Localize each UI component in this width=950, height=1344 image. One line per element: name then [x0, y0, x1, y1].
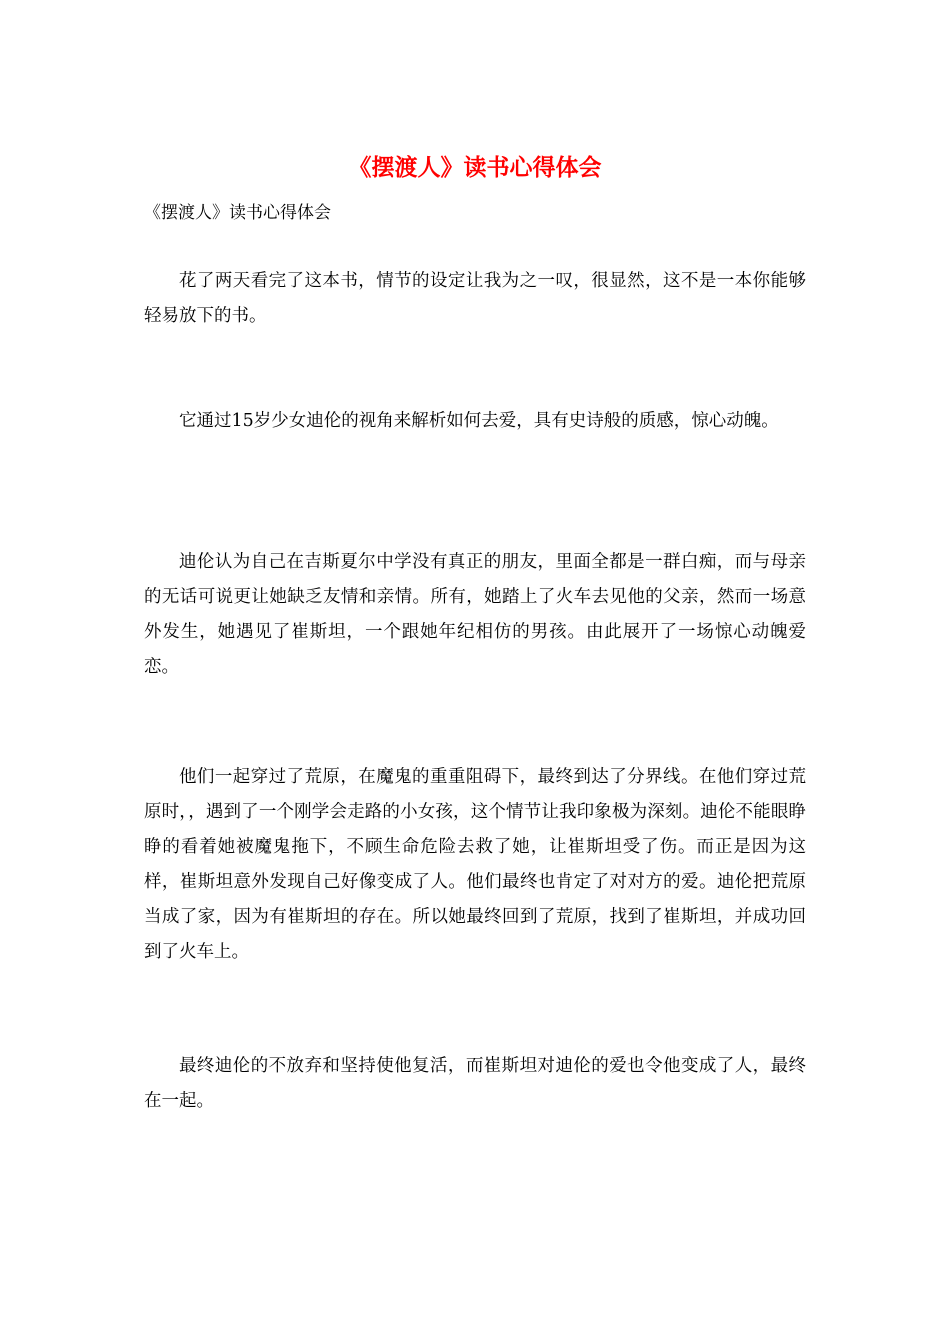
- document-subtitle: 《摆渡人》读书心得体会: [144, 203, 331, 223]
- paragraph: 迪伦认为自己在吉斯夏尔中学没有真正的朋友，里面全都是一群白痴，而与母亲的无话可说更让她缺乏友情和亲情。所有，她踏上了火车去见他的父亲，然而一场意外发生，她遇见了崔斯坦，一个跟她年纪相仿的男孩。由此展开了一场惊心动魄爱恋。: [144, 552, 806, 677]
- paragraph: 它通过15岁少女迪伦的视角来解析如何去爱，具有史诗般的质感，惊心动魄。: [179, 411, 779, 431]
- paragraph: 最终迪伦的不放弃和坚持使他复活，而崔斯坦对迪伦的爱也令他变成了人，最终在一起。: [144, 1056, 806, 1111]
- paragraph: 他们一起穿过了荒原，在魔鬼的重重阻碍下，最终到达了分界线。在他们穿过荒原时，，遇到了一个刚学会走路的小女孩，这个情节让我印象极为深刻。迪伦不能眼睁睁的看着她被魔鬼拖下，不顾生命危险去救了她，让崔斯坦受了伤。而正是因为这样，崔斯坦意外发现自己好像变成了人。他们最终也肯定了对对方的爱。迪伦把荒原当成了家，因为有崔斯坦的存在。所以她最终回到了荒原，找到了崔斯坦，并成功回到了火车上。: [144, 767, 806, 962]
- document-title: 《摆渡人》读书心得体会: [348, 155, 602, 181]
- paragraph: 花了两天看完了这本书，情节的设定让我为之一叹，很显然，这不是一本你能够轻易放下的书。: [144, 271, 806, 326]
